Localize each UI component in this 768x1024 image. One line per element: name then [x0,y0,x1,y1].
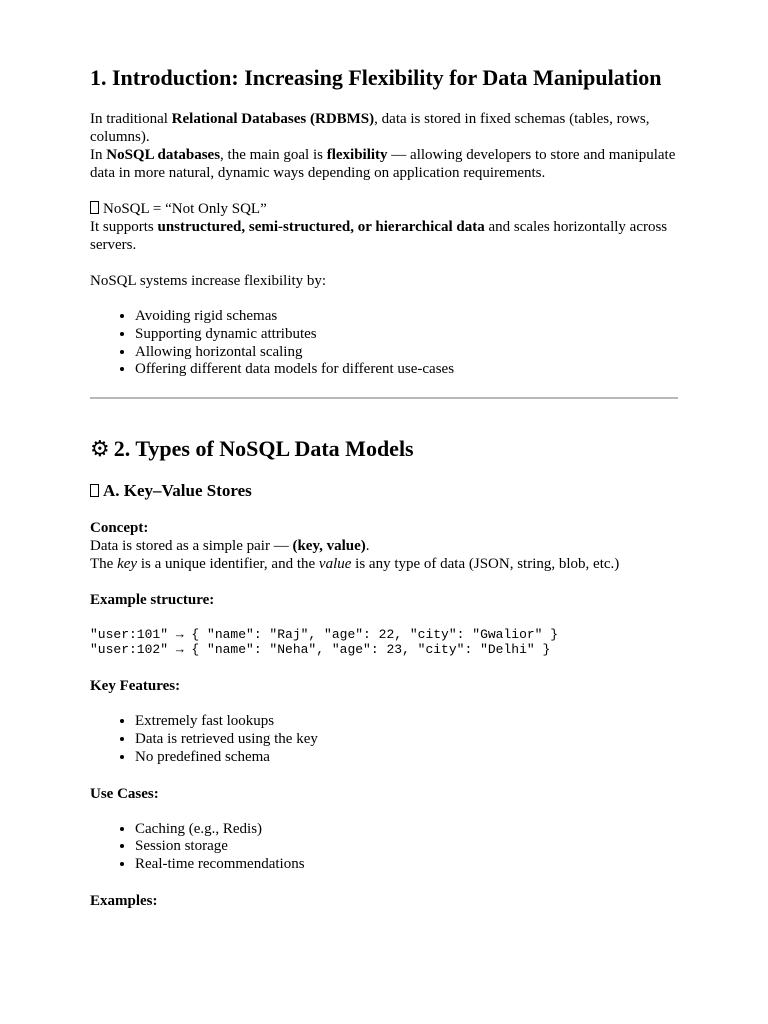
support-text: It supports [90,219,158,235]
use-cases-label [90,785,678,803]
list-item: • Data is retrieved using the key [135,731,678,749]
concept-paragraph [90,519,678,573]
missing-glyph-icon [90,484,99,497]
intro-text: In [90,147,107,163]
key-value-term: (key, value) [292,538,366,555]
flexibility-term: flexibility [326,147,388,163]
flexibility-list [90,308,678,379]
missing-glyph-icon [90,201,99,214]
subsection-a-title: A. Key–Value Stores [103,481,252,501]
list-item: • Avoiding rigid schemas [135,308,678,326]
intro-text: , the main goal is [220,147,327,163]
section-divider [90,397,678,399]
list-item: • Offering different data models for different use-cases [135,361,678,379]
list-item: • Extremely fast lookups [135,713,678,731]
list-item: • Session storage [135,838,678,856]
flexibility-intro: NoSQL systems increase flexibility by: [90,273,327,289]
examples-label [90,892,678,910]
nosql-definition-paragraph [90,200,678,254]
code-block [90,627,678,657]
support-text: and scales horizontally across servers. [90,219,668,253]
section-2-title: 2. Types of NoSQL Data Models [113,436,414,462]
data-types-term: unstructured, semi-structured, or hierarchical data [157,219,485,235]
concept-text: The [90,556,118,573]
list-item: • Allowing horizontal scaling [135,344,678,362]
features-label: Key Features: [90,678,181,695]
code-line: "user:101" → { "name": "Raj", "age": 22, "city": "Gwalior" } [90,627,559,643]
key-term: key [117,556,138,573]
concept-text: Data is stored as a simple pair — [90,538,293,555]
example-label: Example structure: [90,592,215,609]
nosql-term: NoSQL databases [106,147,221,163]
intro-text: In traditional [90,111,172,127]
intro-text: , data is stored in fixed schemas (tables, rows, columns). [90,111,650,145]
section-2-heading [90,435,678,463]
features-list [90,713,678,766]
list-item: • Real-time recommendations [135,856,678,874]
subsection-a-heading [90,481,678,501]
use-cases-list [90,821,678,874]
list-item: • Caching (e.g., Redis) [135,821,678,839]
code-line: "user:102" → { "name": "Neha", "age": 23, "city": "Delhi" } [90,642,551,658]
intro-paragraph [90,110,678,182]
list-item: • No predefined schema [135,749,678,767]
concept-text: is a unique identifier, and the [137,556,319,573]
list-item: • Supporting dynamic attributes [135,326,678,344]
intro-text: — allowing developers to store and manipulate data in more natural, dynamic ways depending on application requirements. [90,147,676,181]
rdbms-term: Relational Databases (RDBMS) [171,111,375,127]
section-1-heading: 1. Introduction: Increasing Flexibility for Data Manipulation [90,65,662,90]
examples-label-text: Examples: [90,892,158,909]
value-term: value [318,556,352,573]
concept-label: Concept: [90,520,149,537]
concept-text: . [365,538,370,555]
usecases-label: Use Cases: [90,785,159,802]
concept-text: is any type of data (JSON, string, blob, etc.) [351,556,620,573]
example-structure-label [90,591,678,609]
gear-icon: ⚙ [90,437,110,463]
nosql-definition: NoSQL = “Not Only SQL” [103,201,267,217]
key-features-label [90,677,678,695]
